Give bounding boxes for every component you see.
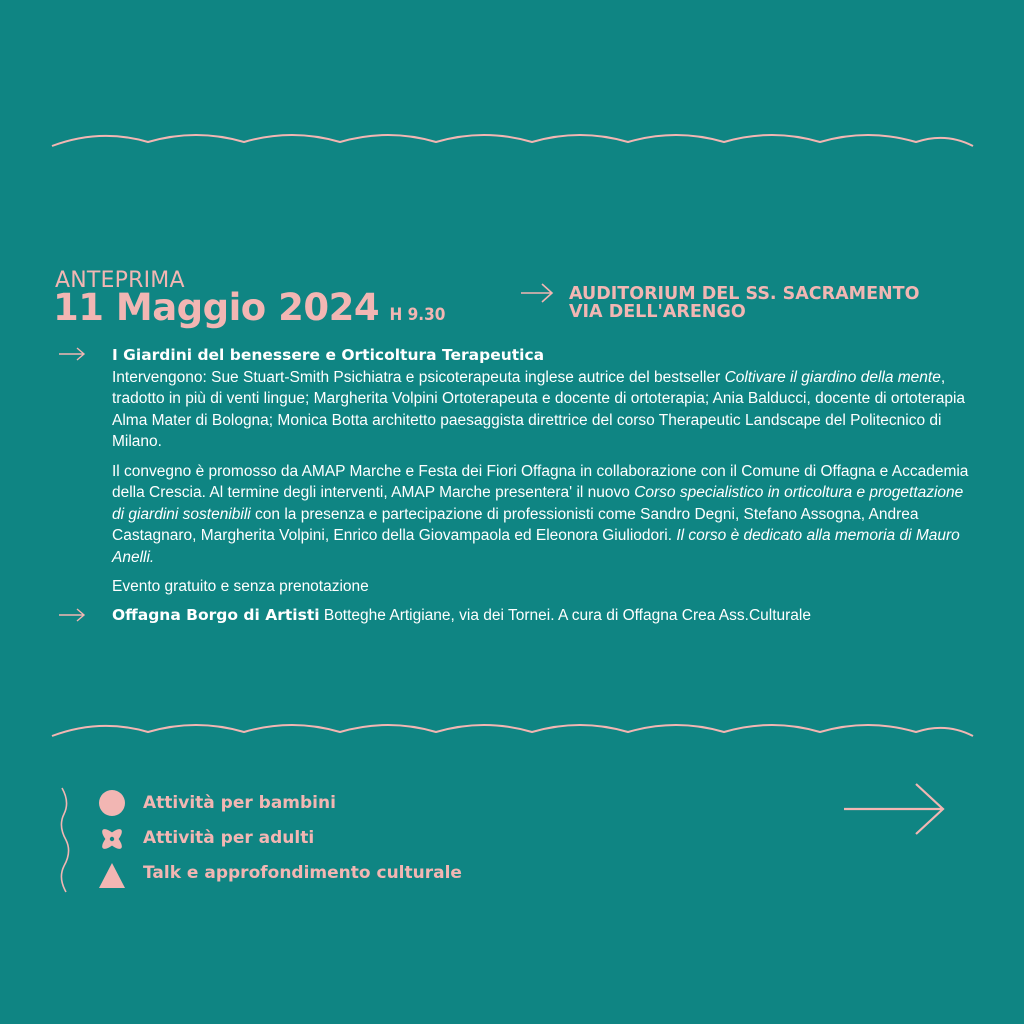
venue <box>569 285 920 321</box>
event-date: 11 Maggio 2024 <box>53 286 380 329</box>
event1-speakers-text-2: , tradotto in più di venti lingue; Margherita Volpini Ortoterapeuta e docente di ortoterapia; Ania Balducci, docente di ortoterapia Alma Mater di Bologna; Monica Botta architetto paesaggista direttrice del corso Therapeutic Landscape del Politecnico di Milano. <box>112 368 966 450</box>
date-row <box>53 286 445 329</box>
venue-arrow-icon <box>520 282 554 304</box>
venue-street: VIA DELL'ARENGO <box>569 302 746 322</box>
course-title: Corso specialistico in orticoltura e progettazione di giardini sostenibili <box>112 484 964 523</box>
circle-icon <box>98 789 126 817</box>
event2 <box>112 605 974 627</box>
preview-label: ANTEPRIMA <box>55 268 185 293</box>
event-time: H 9.30 <box>389 305 446 325</box>
event1-title: I Giardini del benessere e Orticoltura Terapeutica <box>112 346 545 364</box>
event1-free-entry: Evento gratuito e senza prenotazione <box>112 578 369 595</box>
event1-speakers-text: Intervengono: Sue Stuart-Smith Psichiatra e psicoterapeuta inglese autrice del bestseller <box>112 368 725 386</box>
legend-item-talks: Talk e approfondimento culturale <box>143 863 462 883</box>
event1-arrow-icon <box>58 346 86 362</box>
course-dedication: Il corso è dedicato alla memoria di Mauro Anelli. <box>112 527 960 566</box>
book-title: Coltivare il giardino della mente <box>724 368 941 386</box>
flower-icon <box>98 825 126 853</box>
event2-title: Offagna Borgo di Artisti <box>112 606 320 624</box>
event2-text: Botteghe Artigiane, via dei Tornei. A cura di Offagna Crea Ass.Culturale <box>319 607 811 624</box>
legend-item-children: Attività per bambini <box>143 793 336 813</box>
next-arrow-icon[interactable] <box>842 780 948 838</box>
top-wave-divider <box>50 132 975 152</box>
event2-arrow-icon <box>58 607 86 623</box>
event1-description-text: Il convegno è promosso da AMAP Marche e Festa dei Fiori Offagna in collaborazione con il Comune di Offagna e Accademia della Crescia. Al termine degli interventi, AMAP Marche presentera' il nuovo <box>112 462 969 501</box>
event1-description-text-2: con la presenza e partecipazione di professionisti come Sandro Degni, Stefano Assogna, Andrea Castagnaro, Margherita Volpini, Enrico della Giovampaola ed Eleonora Giuliodori. <box>112 505 919 544</box>
triangle-icon <box>98 861 126 889</box>
legend-item-adults: Attività per adulti <box>143 828 315 848</box>
event1-description <box>112 461 974 569</box>
bottom-wave-divider <box>50 722 975 742</box>
legend-squiggle-icon <box>58 786 72 894</box>
event1-speakers <box>112 367 974 453</box>
venue-name: AUDITORIUM DEL SS. SACRAMENTO <box>569 284 920 304</box>
event1 <box>112 345 974 606</box>
